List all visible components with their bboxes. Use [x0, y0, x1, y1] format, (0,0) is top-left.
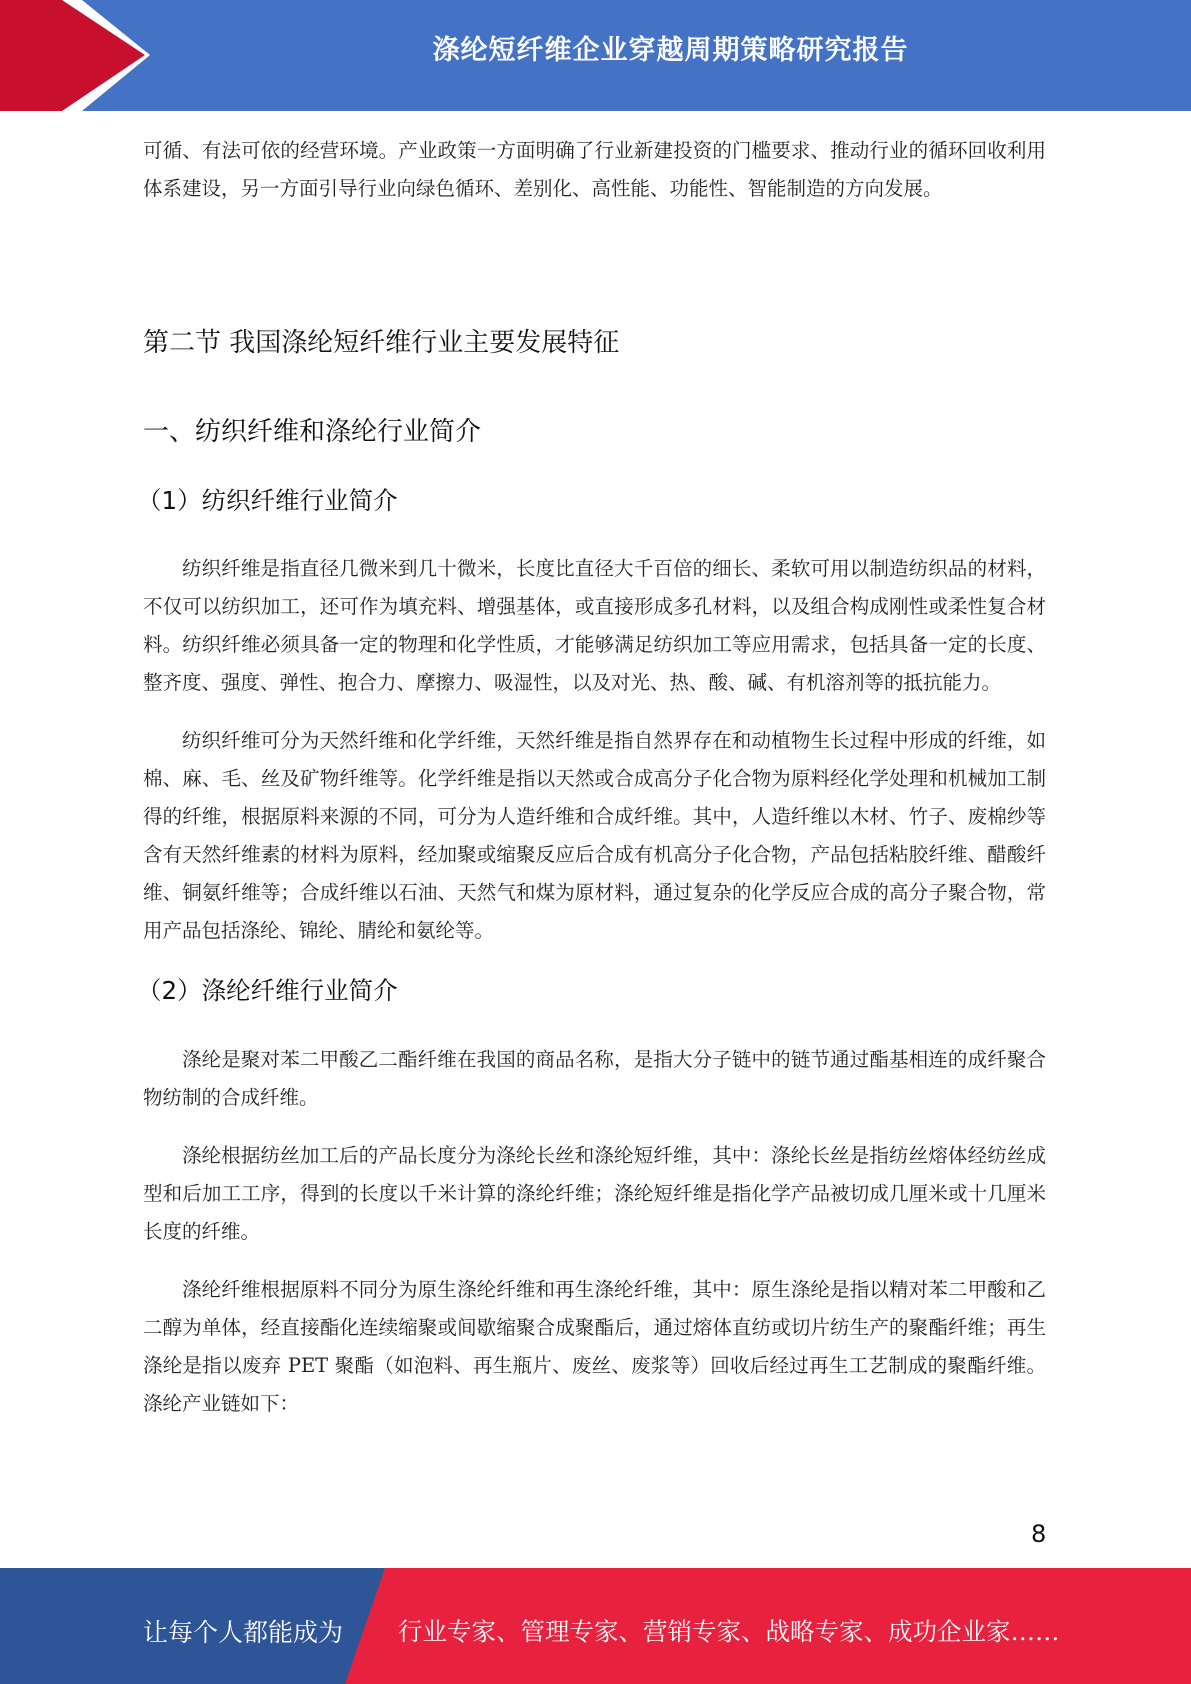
section-heading: 第二节 我国涤纶短纤维行业主要发展特征	[143, 328, 620, 358]
part2-heading: （2）涤纶纤维行业简介	[137, 976, 398, 1005]
part2-paragraph: 涤纶是聚对苯二甲酸乙二酯纤维在我国的商品名称，是指大分子链中的链节通过酯基相连的成纤聚合物纺制的合成纤维。	[143, 1048, 1046, 1109]
page-number: 8	[1031, 1520, 1047, 1548]
footer-banner	[0, 1568, 1191, 1684]
part2-paragraph: 涤纶纤维根据原料不同分为原生涤纶纤维和再生涤纶纤维，其中：原生涤纶是指以精对苯二甲酸和乙二醇为单体，经直接酯化连续缩聚或间歇缩聚合成聚酯后，通过熔体直纺或切片纺生产的聚酯纤维；再生涤纶是指以废弃 PET 聚酯（如泡料、再生瓶片、废丝、废浆等）回收后经过再生工艺制成的聚酯纤维。涤纶产业链如下：	[143, 1278, 1046, 1415]
part1-heading: （1）纺织纤维行业简介	[137, 486, 398, 515]
part1-paragraph: 纺织纤维是指直径几微米到几十微米，长度比直径大千百倍的细长、柔软可用以制造纺织品的材料，不仅可以纺织加工，还可作为填充料、增强基体，或直接形成多孔材料，以及组合构成刚性或柔性复合材料。纺织纤维必须具备一定的物理和化学性质，才能够满足纺织加工等应用需求，包括具备一定的长度、整齐度、强度、弹性、抱合力、摩擦力、吸湿性，以及对光、热、酸、碱、有机溶剂等的抵抗能力。	[143, 557, 1046, 694]
page-content	[137, 132, 1046, 1423]
intro-paragraph: 可循、有法可依的经营环境。产业政策一方面明确了行业新建投资的门槛要求、推动行业的循环回收利用体系建设，另一方面引导行业向绿色循环、差别化、高性能、功能性、智能制造的方向发展。	[143, 139, 1046, 200]
header-banner	[0, 0, 1191, 111]
report-title: 涤纶短纤维企业穿越周期策略研究报告	[432, 35, 909, 66]
red-arrow-shape	[0, 0, 145, 111]
footer-slogan-left: 让每个人都能成为	[143, 1618, 344, 1647]
part2-paragraph: 涤纶根据纺丝加工后的产品长度分为涤纶长丝和涤纶短纤维，其中：涤纶长丝是指纺丝熔体经纺丝成型和后加工工序，得到的长度以千米计算的涤纶纤维；涤纶短纤维是指化学产品被切成几厘米或十几厘米长度的纤维。	[143, 1144, 1046, 1243]
part1-paragraph: 纺织纤维可分为天然纤维和化学纤维，天然纤维是指自然界存在和动植物生长过程中形成的纤维，如棉、麻、毛、丝及矿物纤维等。化学纤维是指以天然或合成高分子化合物为原料经化学处理和机械加工制得的纤维，根据原料来源的不同，可分为人造纤维和合成纤维。其中，人造纤维以木材、竹子、废棉纱等含有天然纤维素的材料为原料，经加聚或缩聚反应后合成有机高分子化合物，产品包括粘胶纤维、醋酸纤维、铜氨纤维等；合成纤维以石油、天然气和煤为原材料，通过复杂的化学反应合成的高分子聚合物，常用产品包括涤纶、锦纶、腈纶和氨纶等。	[143, 729, 1046, 942]
subsection-heading: 一、纺织纤维和涤纶行业简介	[143, 417, 482, 447]
footer-slogan-right: 行业专家、管理专家、营销专家、战略专家、成功企业家……	[398, 1617, 1060, 1646]
